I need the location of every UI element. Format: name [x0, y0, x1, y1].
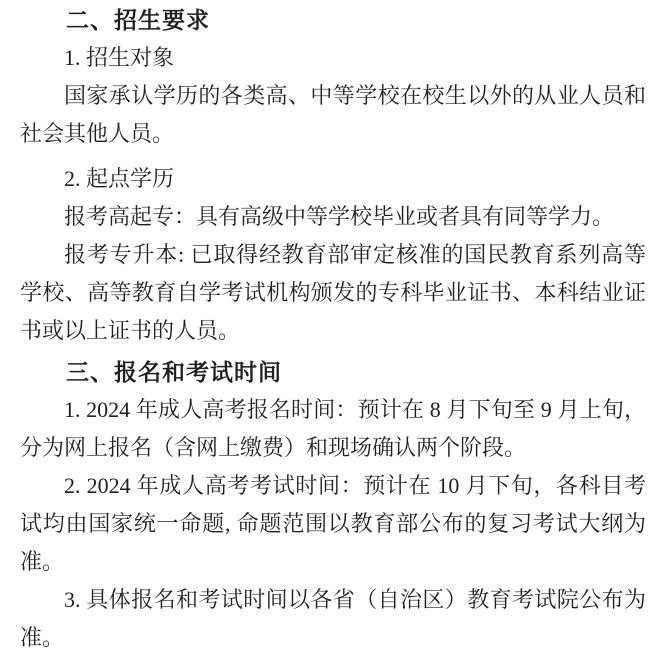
section-heading-enrollment-requirements: 二、招生要求 — [66, 7, 210, 33]
text-line-provincial-notice-1: 3. 具体报名和考试时间以各省（自治区）教育考试院公布为 — [64, 587, 646, 612]
text-line-exam-time-3: 准。 — [20, 549, 65, 574]
text-line-gaoqizhuan-requirement: 报考高起专：具有高级中等学校毕业或者具有同等学力。 — [64, 204, 615, 229]
text-line-exam-time-2: 试均由国家统一命题, 命题范围以教育部公布的复习考试大纲为 — [20, 511, 646, 536]
text-line-enrollment-target-2: 社会其他人员。 — [20, 121, 175, 146]
text-line-registration-time-1: 1. 2024 年成人高考报名时间：预计在 8 月下旬至 9 月上旬， — [64, 397, 646, 422]
text-line-provincial-notice-2: 准。 — [20, 625, 65, 650]
text-line-enrollment-target-label: 1. 招生对象 — [64, 45, 175, 70]
text-line-zhuanshengben-1: 报考专升本: 已取得经教育部审定核准的国民教育系列高等 — [64, 242, 646, 267]
text-line-zhuanshengben-2: 学校、高等教育自学考试机构颁发的专科毕业证书、本科结业证 — [20, 280, 646, 305]
text-line-zhuanshengben-3: 书或以上证书的人员。 — [20, 318, 241, 343]
text-line-exam-time-1: 2. 2024 年成人高考考试时间：预计在 10 月下旬，各科目考 — [64, 473, 646, 498]
text-line-starting-education-label: 2. 起点学历 — [64, 166, 175, 191]
section-heading-registration-exam-time: 三、报名和考试时间 — [66, 359, 282, 385]
text-line-registration-time-2: 分为网上报名（含网上缴费）和现场确认两个阶段。 — [20, 435, 527, 460]
text-line-enrollment-target-1: 国家承认学历的各类高、中等学校在校生以外的从业人员和 — [64, 83, 646, 108]
